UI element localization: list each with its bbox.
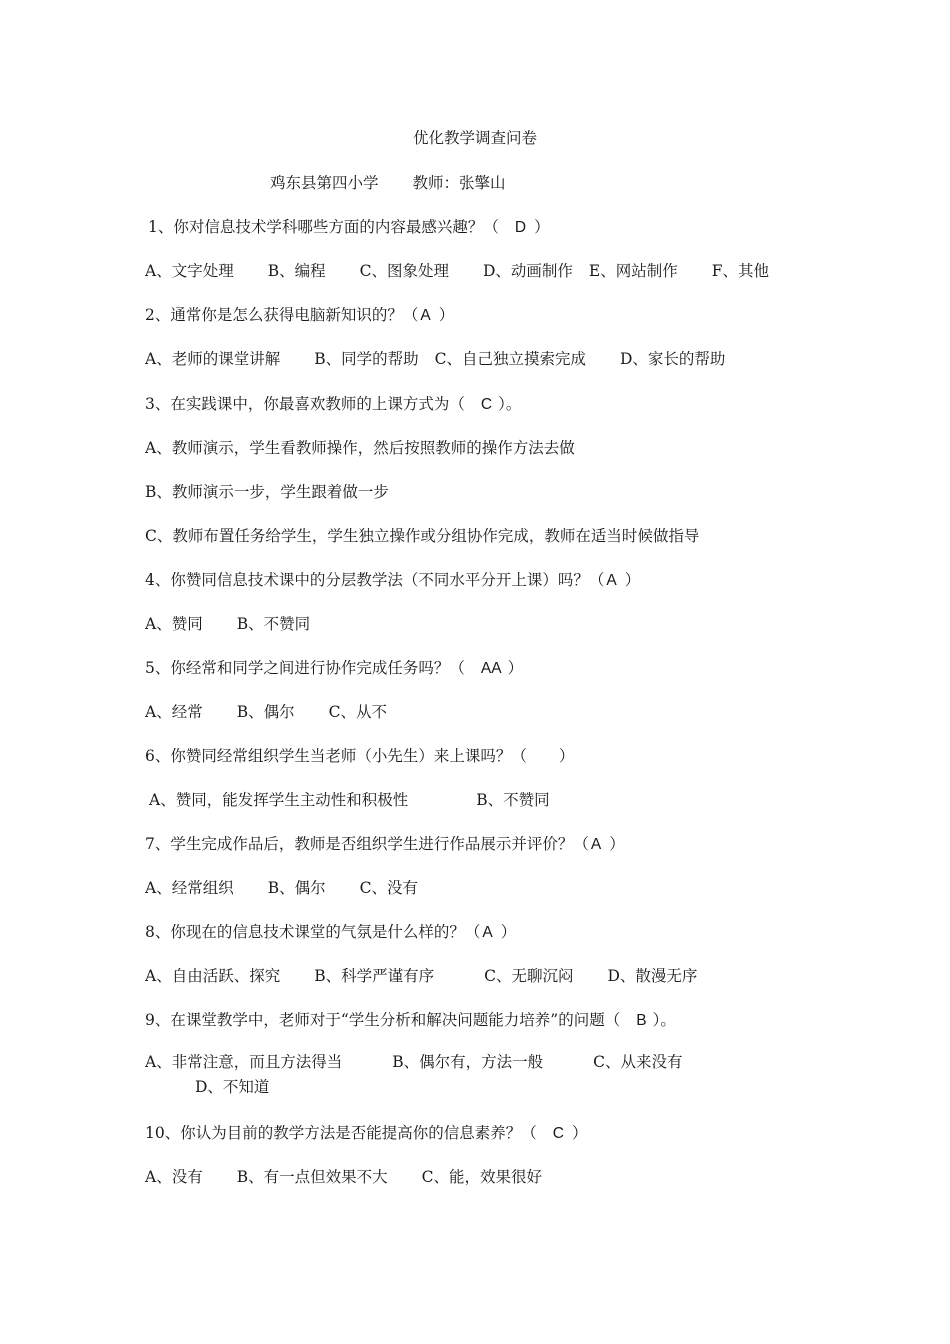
option: A、没有 <box>145 1168 203 1186</box>
option: C、没有 <box>359 879 418 897</box>
option: A、经常 <box>145 703 203 721</box>
option: B、不赞同 <box>476 791 550 809</box>
option: D、不知道 <box>195 1078 270 1096</box>
question-close: ）。 <box>652 1011 676 1029</box>
answer: B <box>636 1012 647 1029</box>
question-close: ） <box>558 747 575 765</box>
option: B、同学的帮助 <box>314 350 419 368</box>
answer: D <box>514 219 527 236</box>
option: B、偶尔 <box>236 703 295 721</box>
option: D、动画制作 <box>482 262 573 280</box>
question-6 <box>145 744 574 766</box>
teacher-name: 教师：张擎山 <box>412 174 506 192</box>
question-close: ） <box>624 571 641 589</box>
option: D、家长的帮助 <box>619 350 726 368</box>
option: C、从不 <box>328 703 387 721</box>
answer: A <box>420 307 431 324</box>
option: A、赞同 <box>145 615 203 633</box>
question-4 <box>145 568 640 590</box>
option: C、无聊沉闷 <box>484 967 574 985</box>
document-subtitle <box>270 171 506 193</box>
question-close: ） <box>507 659 524 677</box>
question-3-option-b: B、教师演示一步，学生跟着做一步 <box>145 483 389 501</box>
option: C、从来没有 <box>593 1053 683 1071</box>
option: A、老师的课堂讲解 <box>145 350 281 368</box>
question-text: 9、在课堂教学中，老师对于“学生分析和解决问题能力培养”的问题（ <box>145 1011 621 1029</box>
question-close: ）。 <box>498 395 522 413</box>
option: C、自己独立摸索完成 <box>434 350 586 368</box>
question-7 <box>145 832 625 854</box>
question-2-options <box>145 347 725 369</box>
question-3-option-a: A、教师演示，学生看教师操作，然后按照教师的操作方法去做 <box>145 439 575 457</box>
option: B、偶尔有，方法一般 <box>392 1053 544 1071</box>
question-text: 3、在实践课中，你最喜欢教师的上课方式为（ <box>145 395 465 413</box>
question-text: 5、你经常和同学之间进行协作完成任务吗？（ <box>145 659 465 677</box>
option: F、其他 <box>711 262 769 280</box>
question-close: ） <box>438 306 455 324</box>
option: B、偶尔 <box>267 879 326 897</box>
option: B、科学严谨有序 <box>314 967 435 985</box>
question-10-options <box>145 1165 542 1187</box>
question-4-options <box>145 612 310 634</box>
question-3 <box>145 392 521 414</box>
question-text: 2、通常你是怎么获得电脑新知识的？（ <box>145 306 419 324</box>
option: B、有一点但效果不大 <box>236 1168 388 1186</box>
option: A、自由活跃、探究 <box>145 967 281 985</box>
question-close: ） <box>500 923 517 941</box>
question-10 <box>145 1121 587 1143</box>
answer: A <box>590 836 602 853</box>
option: B、不赞同 <box>236 615 311 633</box>
question-2 <box>145 303 454 325</box>
question-close: ） <box>534 218 550 236</box>
answer: AA <box>480 660 502 677</box>
option: D、散漫无序 <box>607 967 698 985</box>
option: A、文字处理 <box>145 262 234 280</box>
question-1 <box>148 215 550 237</box>
question-text: 8、你现在的信息技术课堂的气氛是什么样的？（ <box>145 923 481 941</box>
question-8 <box>145 920 516 942</box>
question-9 <box>145 1008 676 1030</box>
question-6-options <box>149 788 550 810</box>
question-close: ） <box>571 1124 588 1142</box>
question-text: 4、你赞同信息技术课中的分层教学法（不同水平分开上课）吗？（ <box>145 571 605 589</box>
question-8-options <box>145 964 697 986</box>
question-text: 1、你对信息技术学科哪些方面的内容最感兴趣？（ <box>148 218 499 236</box>
option: E、网站制作 <box>588 262 678 280</box>
question-5-options <box>145 700 387 722</box>
question-close: ） <box>609 835 625 853</box>
option: A、经常组织 <box>145 879 234 897</box>
answer: A <box>482 924 493 941</box>
document-title: 优化教学调查问卷 <box>412 129 537 147</box>
question-7-options <box>145 876 418 898</box>
question-text: 6、你赞同经常组织学生当老师（小先生）来上课吗？（ <box>145 747 527 765</box>
question-5 <box>145 656 523 678</box>
school-name: 鸡东县第四小学 <box>270 174 379 192</box>
question-1-options <box>145 259 769 281</box>
option: C、能，效果很好 <box>421 1168 542 1186</box>
option: B、编程 <box>267 262 326 280</box>
option: C、图象处理 <box>359 262 449 280</box>
question-text: 10、你认为目前的教学方法是否能提高你的信息素养？（ <box>145 1124 537 1142</box>
answer: A <box>606 572 617 589</box>
question-9-options <box>145 1050 795 1100</box>
option: A、赞同，能发挥学生主动性和积极性 <box>149 791 409 809</box>
question-3-option-c: C、教师布置任务给学生，学生独立操作或分组协作完成，教师在适当时候做指导 <box>145 527 700 545</box>
question-text: 7、学生完成作品后，教师是否组织学生进行作品展示并评价？（ <box>145 835 589 853</box>
option: A、非常注意，而且方法得当 <box>145 1053 343 1071</box>
answer: C <box>552 1125 564 1142</box>
answer: C <box>480 396 493 413</box>
